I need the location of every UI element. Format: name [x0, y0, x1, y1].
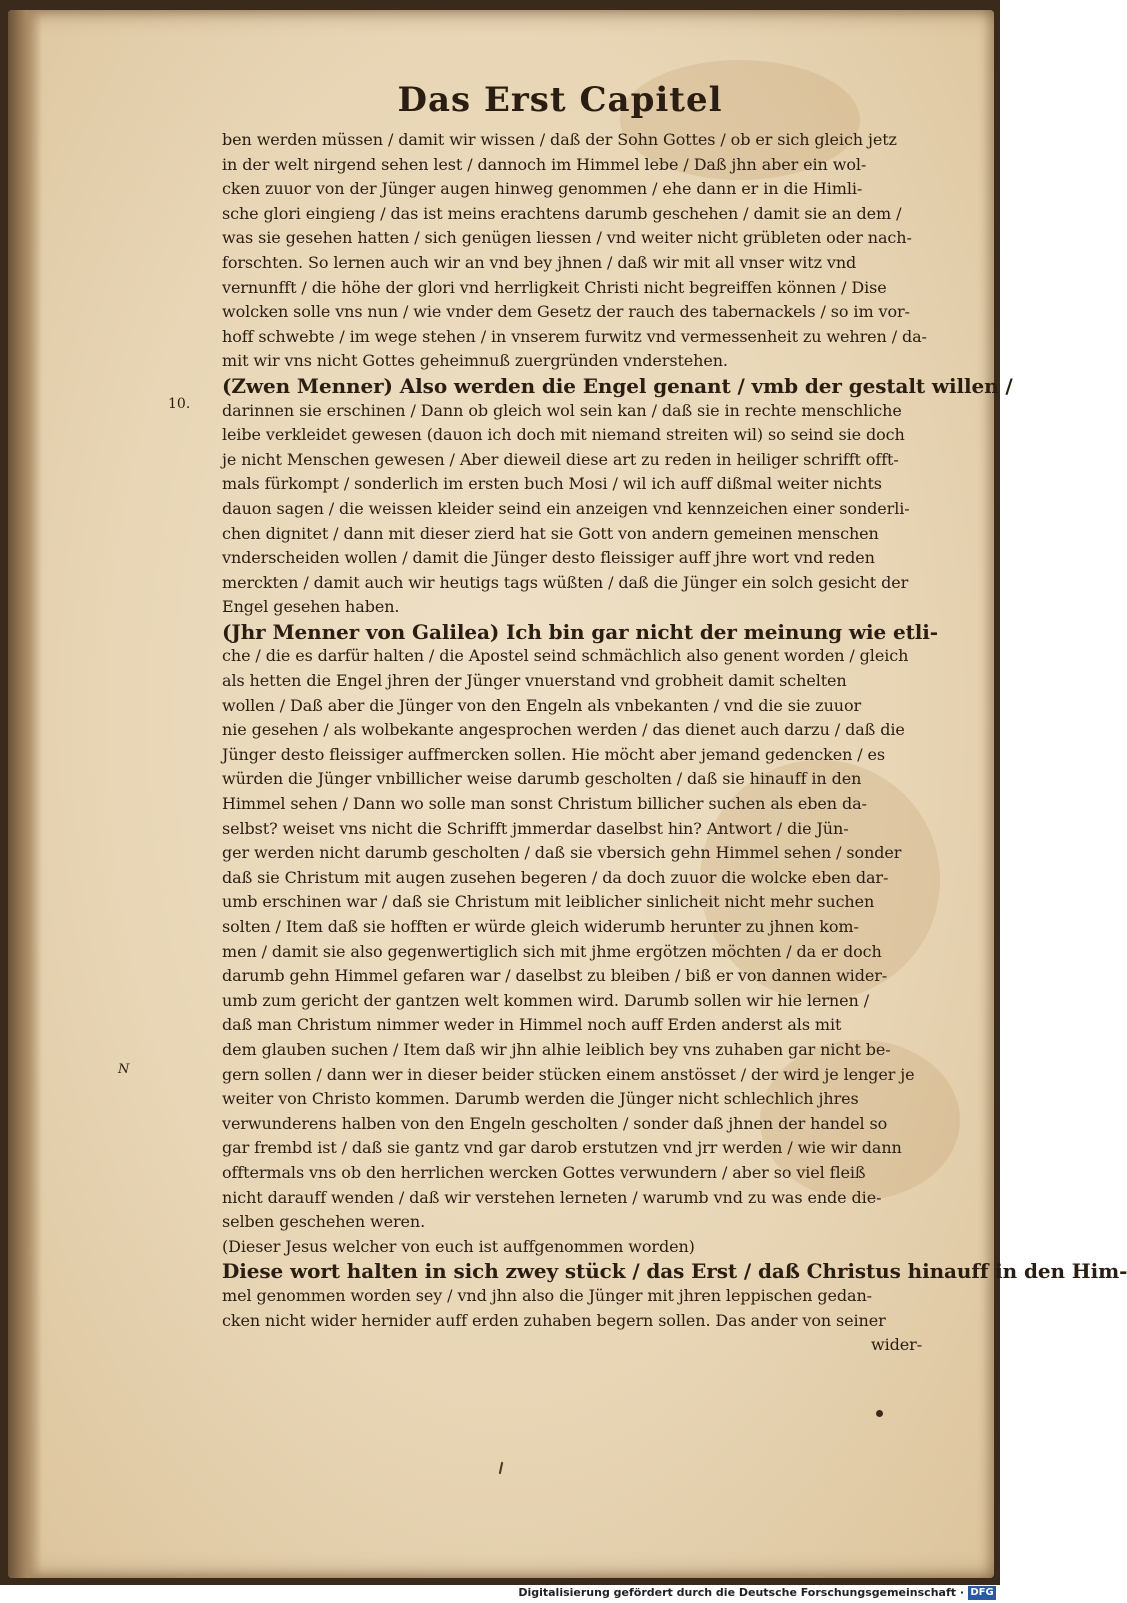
page-gutter-shadow [8, 10, 42, 1578]
text-line: Himmel sehen / Dann wo solle man sonst Christum billicher suchen als eben da- [222, 794, 867, 814]
section-heading-line: (Zwen Menner) Also werden die Engel genant / vmb der gestalt willen / [222, 373, 1013, 398]
margin-number: 10. [168, 396, 191, 412]
text-line: leibe verkleidet gewesen (dauon ich doch mit niemand streiten wil) so seind sie doch [222, 425, 905, 445]
text-line: verwunderens halben von den Engeln gescholten / sonder daß jhnen der handel so [222, 1113, 888, 1133]
margin-mark: N [118, 1062, 130, 1077]
text-line: sche glori eingieng / das ist meins erachtens darumb geschehen / damit sie an dem / [222, 203, 902, 223]
text-line: darinnen sie erschinen / Dann ob gleich wol sein kan / daß sie in rechte menschliche [222, 400, 902, 420]
text-line: che / die es darfür halten / die Apostel seind schmächlich also genent worden / gleich [222, 646, 909, 666]
text-line: würden die Jünger vnbillicher weise darumb gescholten / daß sie hinauff in den [222, 769, 862, 789]
text-line: vernunfft / die höhe der glori vnd herrligkeit Christi nicht begreiffen können / Dise [222, 277, 887, 297]
text-line: je nicht Menschen gewesen / Aber dieweil diese art zu reden in heiliger schrifft offt- [222, 449, 899, 469]
text-line: was sie gesehen hatten / sich genügen liessen / vnd weiter nicht grübleten oder nach- [222, 228, 912, 248]
text-line: gern sollen / dann wer in dieser beider stücken einem anstösset / der wird je lenger je [222, 1064, 915, 1084]
text-line: vnderscheiden wollen / damit die Jünger desto fleissiger auff jhre wort vnd reden [222, 548, 875, 568]
text-line: ben werden müssen / damit wir wissen / daß der Sohn Gottes / ob er sich gleich jetz [222, 130, 897, 149]
funding-notice: Digitalisierung gefördert durch die Deutsche Forschungsgemeinschaft · [518, 1586, 964, 1599]
text-line: chen dignitet / dann mit dieser zierd hat sie Gott von andern gemeinen menschen [222, 523, 879, 543]
text-line: umb zum gericht der gantzen welt kommen wird. Darumb sollen wir hie lernen / [222, 990, 869, 1010]
text-line: Jünger desto fleissiger auffmercken sollen. Hie möcht aber jemand gedencken / es [222, 744, 886, 764]
text-line: daß sie Christum mit augen zusehen begeren / da doch zuuor die wolcke eben dar- [222, 867, 889, 887]
text-line: men / damit sie also gegenwertiglich sich mit jhme ergötzen möchten / da er doch [222, 941, 882, 961]
text-line: mel genommen worden sey / vnd jhn also die Jünger mit jhren leppischen gedan- [222, 1285, 872, 1305]
text-line: merckten / damit auch wir heutigs tags wüßten / daß die Jünger ein solch gesicht der [222, 572, 909, 592]
digitization-footer [0, 1585, 1000, 1603]
text-line: nicht darauff wenden / daß wir verstehen lerneten / warumb vnd zu was ende die- [222, 1187, 882, 1207]
section-heading-line: (Jhr Menner von Galilea) Ich bin gar nicht der meinung wie etli- [222, 619, 938, 644]
text-line: offtermals vns ob den herrlichen wercken Gottes verwundern / aber so viel fleiß [222, 1162, 866, 1182]
text-line: selben geschehen weren. [222, 1212, 426, 1232]
text-line: solten / Item daß sie hofften er würde gleich widerumb herunter zu jhnen kom- [222, 917, 859, 936]
text-line: mals fürkompt / sonderlich im ersten buch Mosi / wil ich auff dißmal weiter nichts [222, 474, 882, 494]
text-line: mit wir vns nicht Gottes geheimnuß zuergründen vnderstehen. [222, 351, 728, 371]
text-line: selbst? weiset vns nicht die Schrifft jmmerdar daselbst hin? Antwort / die Jün- [222, 818, 849, 838]
text-line: weiter von Christo kommen. Darumb werden die Jünger nicht schlechlich jhres [222, 1089, 859, 1109]
text-line: darumb gehn Himmel gefaren war / daselbst zu bleiben / biß er von dannen wider- [222, 966, 888, 986]
text-line: wollen / Daß aber die Jünger von den Engeln als vnbekanten / vnd die sie zuuor [222, 695, 862, 715]
ink-dot [876, 1410, 883, 1417]
text-line: (Dieser Jesus welcher von euch ist auffgenommen worden) [222, 1236, 695, 1256]
text-line: Engel gesehen haben. [222, 597, 400, 617]
section-heading-line: Diese wort halten in sich zwey stück / das Erst / daß Christus hinauff in den Him- [222, 1259, 1127, 1284]
text-line: in der welt nirgend sehen lest / dannoch im Himmel lebe / Daß jhn aber ein wol- [222, 154, 867, 174]
text-line: gar frembd ist / daß sie gantz vnd gar darob erstutzen vnd jrr werden / wie wir dann [222, 1138, 902, 1158]
text-line: wolcken solle vns nun / wie vnder dem Gesetz der rauch des tabernackels / so im vor- [222, 302, 910, 322]
text-line: hoff schwebte / im wege stehen / in vnserem furwitz vnd vermessenheit zu wehren / da- [222, 326, 927, 346]
text-line: dauon sagen / die weissen kleider seind ein anzeigen vnd kennzeichen einer sonderli- [222, 498, 910, 518]
text-line: als hetten die Engel jhren der Jünger vnuerstand vnd grobheit damit schelten [222, 671, 847, 691]
text-line: cken zuuor von der Jünger augen hinweg genommen / ehe dann er in die Himli- [222, 179, 863, 199]
dfg-logo: DFG [968, 1586, 996, 1600]
text-line: wider- [871, 1335, 922, 1355]
text-line: forschten. So lernen auch wir an vnd bey jhnen / daß wir mit all vnser witz vnd [222, 252, 857, 272]
text-line: dem glauben suchen / Item daß wir jhn alhie leiblich bey vns zuhaben gar nicht be- [222, 1039, 891, 1059]
text-line: umb erschinen war / daß sie Christum mit leiblicher sinlicheit nicht mehr suchen [222, 892, 875, 912]
chapter-heading: Das Erst Capitel [397, 80, 723, 120]
text-line: ger werden nicht darumb gescholten / daß sie vbersich gehn Himmel sehen / sonder [222, 843, 902, 863]
text-line: cken nicht wider hernider auff erden zuhaben begern sollen. Das ander von seiner [222, 1310, 886, 1330]
text-line: nie gesehen / als wolbekante angesprochen werden / das dienet auch darzu / daß die [222, 720, 905, 740]
body-text [222, 128, 1127, 1358]
text-line: daß man Christum nimmer weder in Himmel noch auff Erden anderst als mit [222, 1015, 842, 1035]
